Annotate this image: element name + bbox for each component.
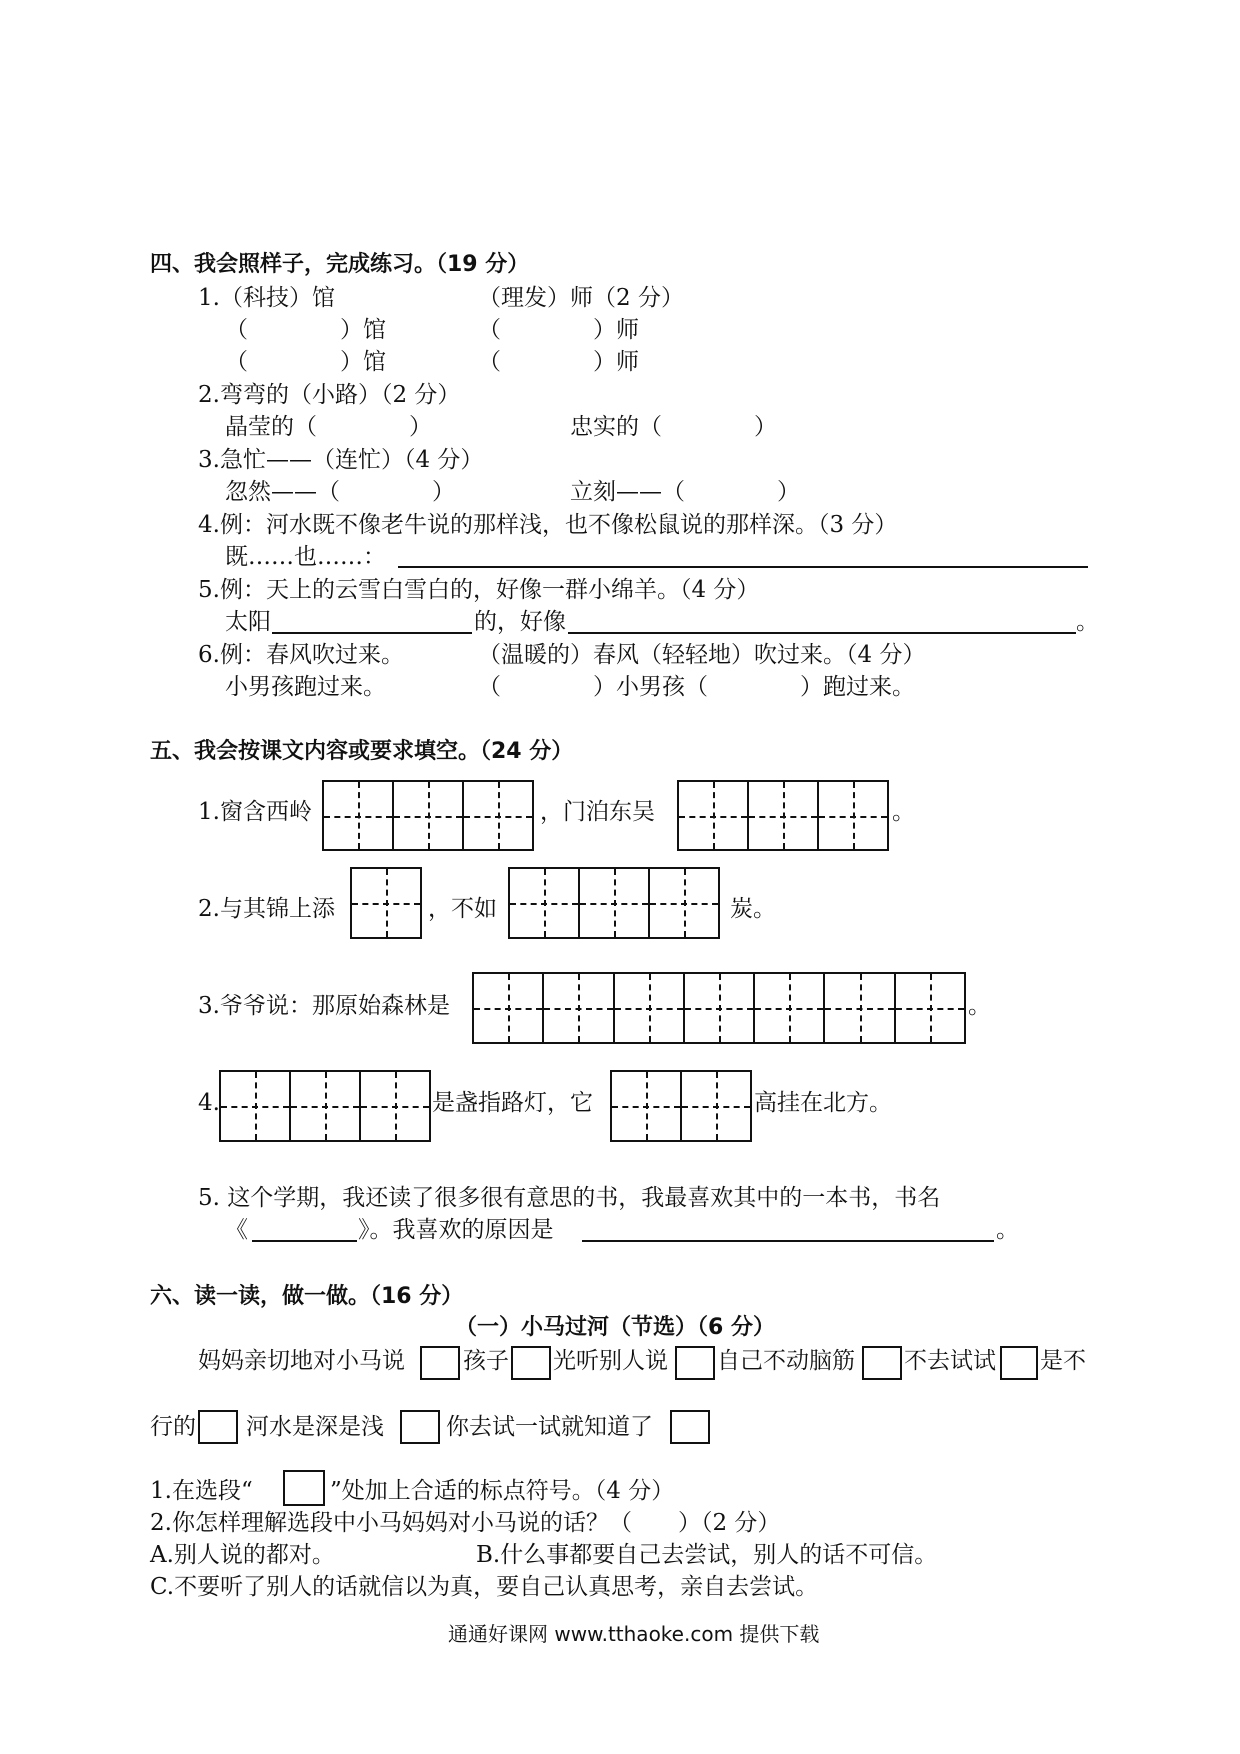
punctuation-box[interactable] <box>670 1410 710 1444</box>
passage-text: 你去试一试就知道了 <box>446 1414 653 1440</box>
punctuation-box[interactable] <box>400 1410 440 1444</box>
passage-text: 自己不动脑筋 <box>717 1348 855 1374</box>
q5-4-text-a: 是盏指路灯，它 <box>432 1090 593 1116</box>
q5-5-bracket-open: 《 <box>225 1217 248 1243</box>
punctuation-box[interactable] <box>198 1410 238 1444</box>
q5-3-end: 。 <box>968 993 991 1019</box>
q4-3-title: 3.急忙——（连忙）（4 分） <box>198 447 484 473</box>
q5-5-end: 。 <box>996 1217 1019 1243</box>
passage-text: 是不 <box>1040 1348 1086 1374</box>
q4-3-blank[interactable]: 立刻——（ ） <box>570 479 800 505</box>
q5-2-text-a: 2.与其锦上添 <box>198 896 335 922</box>
q5-5-text-b: 》。我喜欢的原因是 <box>358 1217 554 1243</box>
option-a[interactable]: A.别人说的都对。 <box>150 1542 335 1568</box>
punctuation-box[interactable] <box>1000 1346 1038 1380</box>
q4-2-title: 2.弯弯的（小路）（2 分） <box>198 382 461 408</box>
q4-3-blank[interactable]: 忽然——（ ） <box>225 479 455 505</box>
q4-5-label-b: 的，好像 <box>474 609 566 635</box>
q4-1-example-b: （理发）师（2 分） <box>478 285 684 311</box>
q4-1-blank[interactable]: （ ）馆 <box>225 349 386 375</box>
q5-4-char-grid[interactable] <box>610 1070 752 1142</box>
punctuation-box[interactable] <box>862 1346 902 1380</box>
q4-5-answer-line[interactable] <box>272 632 472 634</box>
q4-4-title: 4.例：河水既不像老牛说的那样浅，也不像松鼠说的那样深。（3 分） <box>198 512 898 538</box>
q5-4-text-b: 高挂在北方。 <box>754 1090 892 1116</box>
q4-6-example: （温暖的）春风（轻轻地）吹过来。（4 分） <box>478 642 926 668</box>
q4-5-end: 。 <box>1076 609 1099 635</box>
option-c[interactable]: C.不要听了别人的话就信以为真，要自己认真思考，亲自去尝试。 <box>150 1574 819 1600</box>
q4-5-answer-line[interactable] <box>568 632 1076 634</box>
q4-1-blank[interactable]: （ ）师 <box>478 349 639 375</box>
q5-5-text-a: 5. 这个学期，我还读了很多很有意思的书，我最喜欢其中的一本书，书名 <box>198 1185 941 1211</box>
q5-4-char-grid[interactable] <box>219 1070 431 1142</box>
q4-6-title: 6.例：春风吹过来。 <box>198 642 404 668</box>
q5-5-reason-line[interactable] <box>582 1240 994 1242</box>
punctuation-box[interactable] <box>420 1346 460 1380</box>
q5-3-text-a: 3.爷爷说：那原始森林是 <box>198 993 450 1019</box>
passage-title: （一）小马过河（节选）（6 分） <box>455 1315 775 1340</box>
q5-5-book-title-line[interactable] <box>252 1240 357 1242</box>
q5-2-text-c: 炭。 <box>730 896 776 922</box>
q5-1-char-grid[interactable] <box>677 780 889 851</box>
q5-2-text-b: ，不如 <box>428 896 497 922</box>
section-4-title: 四、我会照样子，完成练习。（19 分） <box>150 252 530 277</box>
q6-1-text-b: ”处加上合适的标点符号。（4 分） <box>330 1478 675 1504</box>
passage-text: 行的 <box>150 1414 196 1440</box>
section-6-title: 六、读一读，做一做。（16 分） <box>150 1284 464 1309</box>
passage-text: 孩子 <box>463 1348 509 1374</box>
q6-1-text-a: 1.在选段“ <box>150 1478 253 1504</box>
q4-4-answer-line[interactable] <box>398 566 1088 568</box>
passage-text: 河水是深是浅 <box>246 1414 384 1440</box>
q5-2-char-grid[interactable] <box>508 867 720 939</box>
sample-box <box>283 1470 325 1506</box>
q4-5-title: 5.例：天上的云雪白雪白的，好像一群小绵羊。（4 分） <box>198 577 760 603</box>
q5-2-char-grid[interactable] <box>350 867 422 939</box>
q5-1-char-grid[interactable] <box>322 780 534 851</box>
q4-1-example-a: 1.（科技）馆 <box>198 285 335 311</box>
q4-4-label: 既……也……： <box>225 544 386 570</box>
punctuation-box[interactable] <box>511 1346 551 1380</box>
q5-1-text-b: ，门泊东吴 <box>540 799 655 825</box>
punctuation-box[interactable] <box>675 1346 715 1380</box>
q4-6-blank[interactable]: （ ）小男孩（ ）跑过来。 <box>478 674 915 700</box>
q4-1-blank[interactable]: （ ）馆 <box>225 317 386 343</box>
q5-4-number: 4. <box>198 1090 220 1116</box>
passage-text: 妈妈亲切地对小马说 <box>198 1348 405 1374</box>
q4-2-blank[interactable]: 晶莹的（ ） <box>225 414 432 440</box>
passage-text: 不去试试 <box>904 1348 996 1374</box>
option-b[interactable]: B.什么事都要自己去尝试，别人的话不可信。 <box>476 1542 938 1568</box>
q4-6-label: 小男孩跑过来。 <box>225 674 386 700</box>
q4-5-label-a: 太阳 <box>225 609 271 635</box>
footer-credit: 通通好课网 www.tthaoke.com 提供下载 <box>448 1622 820 1646</box>
q5-3-char-grid[interactable] <box>472 972 966 1044</box>
q6-2-question: 2.你怎样理解选段中小马妈妈对小马说的话？（ ）（2 分） <box>150 1510 781 1536</box>
q4-1-blank[interactable]: （ ）师 <box>478 317 639 343</box>
q5-1-text-a: 1.窗含西岭 <box>198 799 312 825</box>
section-5-title: 五、我会按课文内容或要求填空。（24 分） <box>150 739 574 764</box>
q4-2-blank[interactable]: 忠实的（ ） <box>570 414 777 440</box>
q5-1-end: 。 <box>892 799 915 825</box>
passage-text: 光听别人说 <box>553 1348 668 1374</box>
